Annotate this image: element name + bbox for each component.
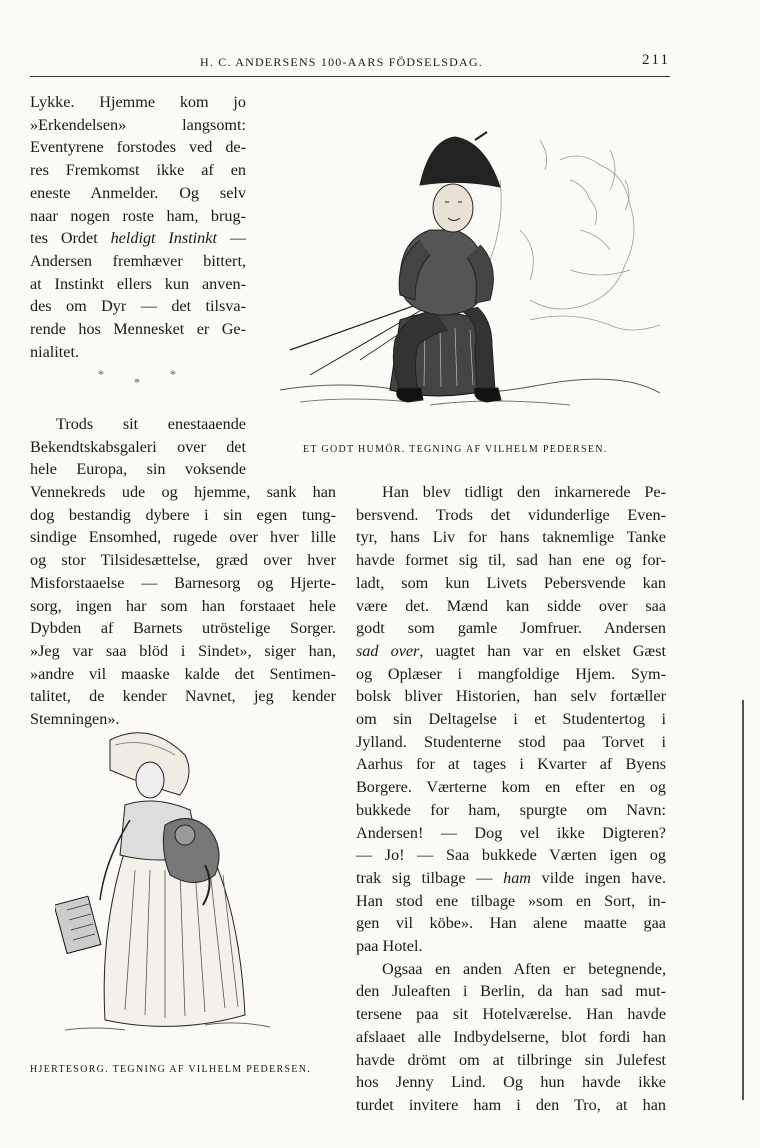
top-left-paragraph xyxy=(30,91,246,363)
text-line: Misforstaaelse — Barnesorg og Hjerte- xyxy=(30,573,336,592)
text-line: havde formet sig til, sad han ene og for- xyxy=(356,551,666,570)
text-line: om sin Deltagelse i et Studentertog i xyxy=(356,710,666,729)
text-line: havde drömt om at tilbringe sin Julefest xyxy=(356,1050,666,1069)
illustration-heartache xyxy=(55,730,285,1050)
left-column-text xyxy=(30,481,336,731)
text-line: talitet, de kender Navnet, jeg kender xyxy=(30,687,336,706)
text-line: gen vil köbe». Han alene maatte gaa xyxy=(356,914,666,933)
text-line: dog bestandig dybere i sin egen tung- xyxy=(30,505,336,524)
emphasis: ham xyxy=(503,868,531,887)
text-line: Vennekreds ude og hjemme, sank han xyxy=(30,483,336,501)
page-number: 211 xyxy=(642,52,670,68)
text-line: nialitet. xyxy=(30,342,79,361)
right-column-text xyxy=(356,481,666,1117)
star: * xyxy=(98,367,104,381)
text-line: bukkede for ham, spurgte om Navn: xyxy=(356,800,666,819)
text-line: sindige Ensomhed, rugede over hver lille xyxy=(30,528,336,547)
text-line: — Jo! — Saa bukkede Værten igen og xyxy=(356,846,666,865)
text-line: des om Dyr — det tilsva- xyxy=(30,297,246,316)
second-paragraph-head xyxy=(30,413,246,481)
text-line: hele Europa, sin voksende xyxy=(30,460,246,479)
text-line: hos Jenny Lind. Og hun havde ikke xyxy=(356,1073,666,1092)
text-line: og stor Tilsidesættelse, græd over hver xyxy=(30,551,336,570)
emphasis: heldigt Instinkt xyxy=(110,229,217,248)
running-title: H. C. ANDERSENS 100-AARS FÖDSELSDAG. xyxy=(200,55,483,69)
text-line: res Fremkomst ikke af en xyxy=(30,161,246,180)
star: * xyxy=(170,367,176,381)
text-line: naar nogen roste ham, brug- xyxy=(30,206,246,225)
header-rule xyxy=(30,76,670,77)
text-line: paa Hotel. xyxy=(356,937,423,956)
caption-heartache: HJERTESORG. TEGNING AF VILHELM PEDERSEN. xyxy=(30,1064,312,1075)
text-line: afslaaet alle Indbydelserne, blot fordi han xyxy=(356,1027,666,1046)
star: * xyxy=(134,375,140,389)
text-line: Jylland. Studenterne stod paa Torvet i xyxy=(356,732,666,751)
text-line: Han blev tidligt den inkarnerede Pe- xyxy=(382,483,666,501)
text-line: Bekendtskabsgaleri over det xyxy=(30,437,246,456)
text-line: Aarhus for at tages i Kvarter af Byens xyxy=(356,755,666,774)
text-line: »Erkendelsen» langsomt: xyxy=(30,115,246,134)
text-line: turdet invitere ham i den Tro, at han xyxy=(356,1095,666,1114)
text-line: Eventyrene forstodes ved de- xyxy=(30,138,246,157)
text-line: godt som gamle Jomfruer. Andersen xyxy=(356,619,666,638)
text-line: tersene paa sit Hotelværelse. Han havde xyxy=(356,1005,666,1024)
text-line: Ogsaa en anden Aften er betegnende, xyxy=(382,959,666,978)
emphasis: sad over xyxy=(356,641,420,660)
section-break-stars xyxy=(92,365,192,395)
text-line: at Instinkt ellers kun anven- xyxy=(30,274,246,293)
text-line: den Juleaften i Berlin, da han sad mut- xyxy=(356,982,666,1001)
text-line: og Oplæser i mangfoldige Hjem. Sym- xyxy=(356,664,666,683)
text-line: rende hos Mennesket er Ge- xyxy=(30,320,246,339)
text-line-italic: trak sig tilbage — ham vilde ingen have. xyxy=(356,868,667,887)
illustration-good-humor xyxy=(270,120,670,420)
text-line: Dybden af Barnets utröstelige Sorger. xyxy=(30,619,336,638)
text-line: »Jeg var saa blöd i Sindet», siger han, xyxy=(30,641,336,660)
text-line-italic: tes Ordet heldigt Instinkt — xyxy=(30,229,247,248)
text-line: sorg, ingen har som han forstaaet hele xyxy=(30,596,336,615)
text-line: bersvend. Trods det vidunderlige Even- xyxy=(356,505,666,524)
text-line: Andersen fremhæver bittert, xyxy=(30,251,246,270)
text-line: Andersen! — Dog vel ikke Digteren? xyxy=(356,823,666,842)
text-line: eneste Anmelder. Og selv xyxy=(30,183,246,202)
text-line: Borgere. Værterne kom en efter en og xyxy=(356,778,666,797)
text-line: bolsk bliver Historien, han selv fortæller xyxy=(356,687,666,706)
text-line-italic: sad over, uagtet han var en elsket Gæst xyxy=(356,641,667,660)
text-line: ladt, som kun Livets Pebersvende kan xyxy=(356,573,666,592)
text-line: Stemningen». xyxy=(30,710,120,729)
text-line: Trods sit enestaaende xyxy=(56,415,246,433)
page-edge-line xyxy=(742,700,744,1100)
text-line: Lykke. Hjemme kom jo xyxy=(30,93,246,111)
running-header xyxy=(30,52,670,72)
text-line: være det. Mænd kan sidde over saa xyxy=(356,596,666,615)
text-line: »andre vil maaske kalde det Sentimen- xyxy=(30,664,336,683)
text-line: Han stod ene tilbage »som en Sort, in- xyxy=(356,891,666,910)
caption-good-humor: ET GODT HUMÖR. TEGNING AF VILHELM PEDERSEN. xyxy=(303,444,608,455)
text-line: tyr, hans Liv for hans taknemlige Tanke xyxy=(356,528,666,547)
